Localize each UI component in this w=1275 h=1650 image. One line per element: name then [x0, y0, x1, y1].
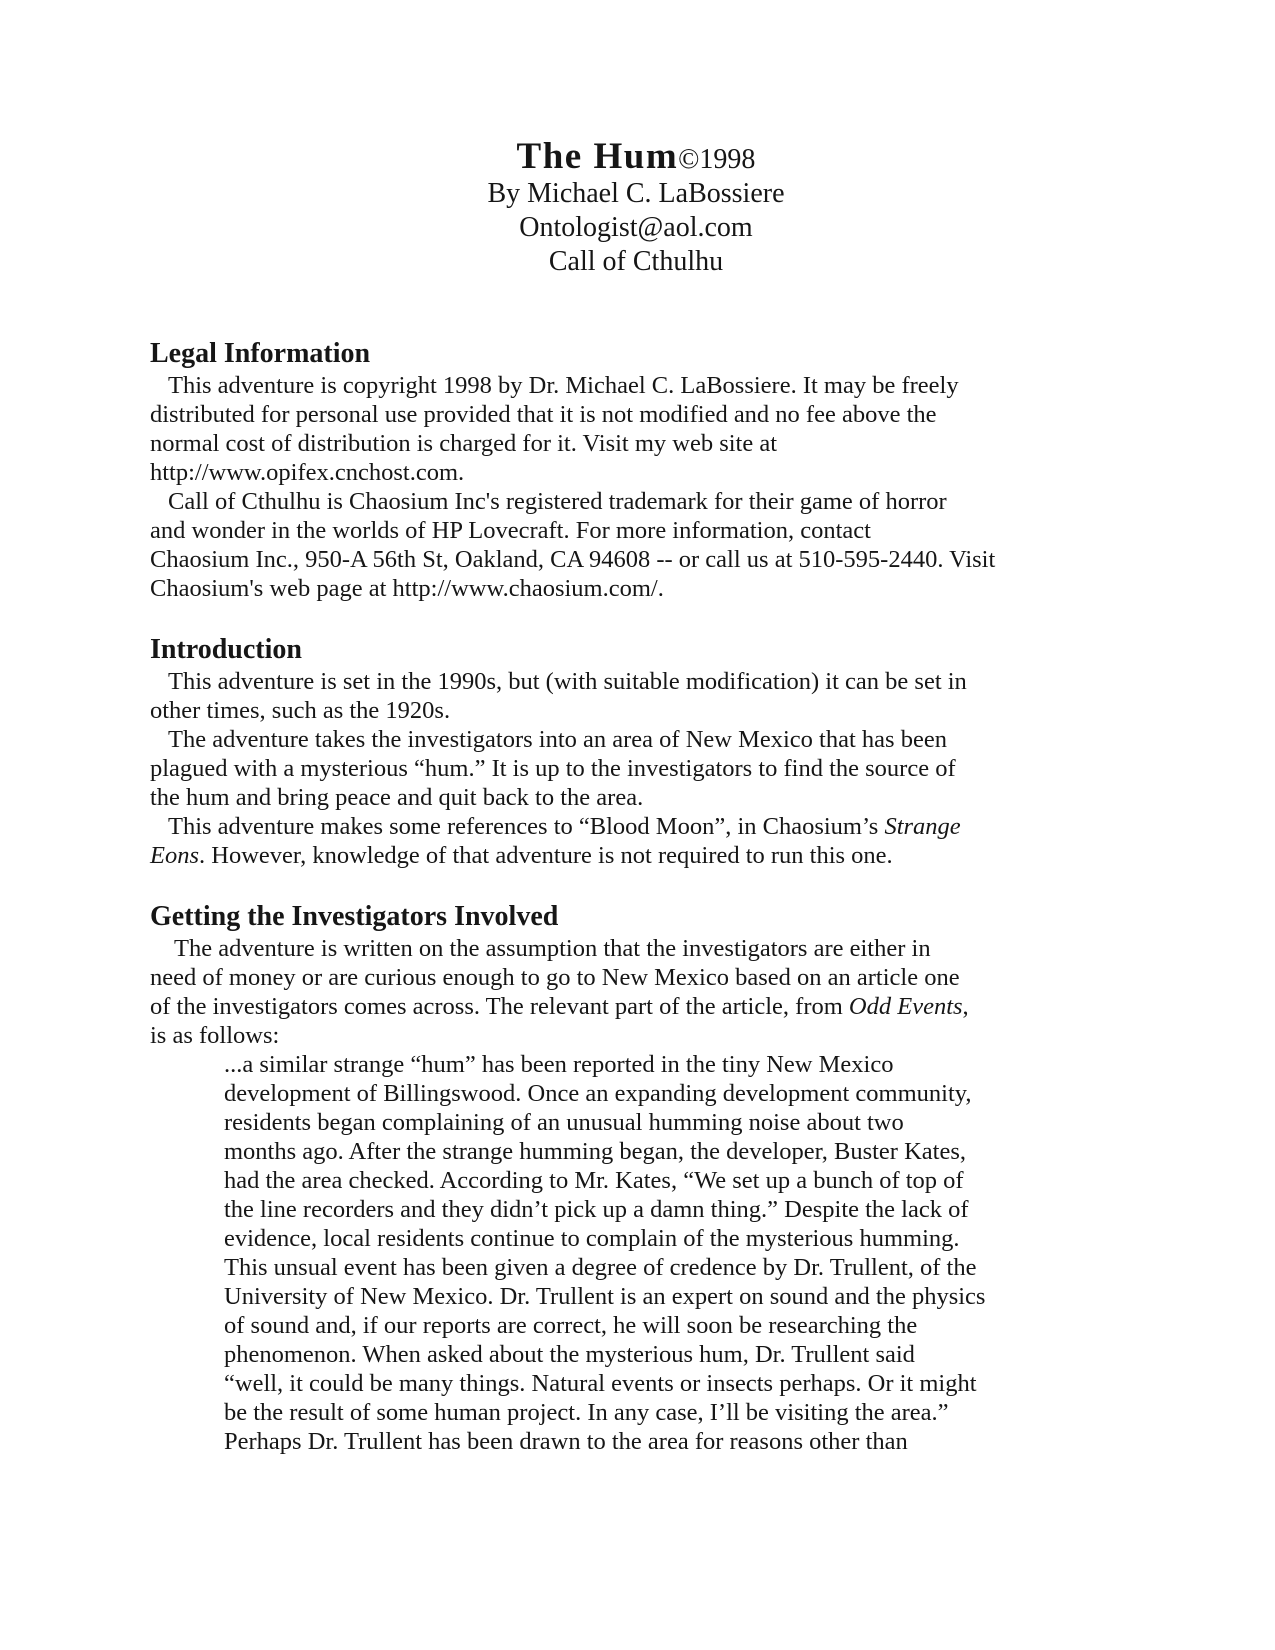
- quote-line: of sound and, if our reports are correct, he will soon be researching the: [224, 1312, 918, 1339]
- involvement-heading: Getting the Investigators Involved: [150, 901, 559, 932]
- text-line: plagued with a mysterious “hum.” It is up to the investigators to find the source of: [150, 755, 956, 782]
- text-line: [150, 992, 1120, 1021]
- legal-paragraph-1: [150, 371, 1120, 487]
- quote-line: the line recorders and they didn’t pick up a damn thing.” Despite the lack of: [224, 1196, 969, 1223]
- quote-line: residents began complaining of an unusual humming noise about two: [224, 1109, 904, 1136]
- title-line: [152, 136, 1120, 177]
- text-line: Chaosium's web page at http://www.chaosium.com/.: [150, 575, 664, 602]
- involvement-section: [150, 900, 1120, 1456]
- intro-paragraph-2: [150, 725, 1120, 812]
- publication-title-italic: Odd Events: [848, 993, 963, 1020]
- text-line: distributed for personal use provided that it is not modified and no fee above the: [150, 401, 937, 428]
- text-line: and wonder in the worlds of HP Lovecraft. For more information, contact: [150, 517, 871, 544]
- legal-section: [150, 337, 1120, 603]
- introduction-heading: Introduction: [150, 634, 302, 665]
- text-line: http://www.opifex.cnchost.com.: [150, 459, 465, 486]
- quote-line: evidence, local residents continue to complain of the mysterious humming.: [224, 1225, 960, 1252]
- text-line: [150, 812, 1120, 841]
- text-line: This adventure is copyright 1998 by Dr. Michael C. LaBossiere. It may be freely: [168, 372, 959, 399]
- quote-line: development of Billingswood. Once an expanding development community,: [224, 1080, 972, 1107]
- document-page: [150, 136, 1120, 1456]
- game-system: Call of Cthulhu: [548, 246, 724, 277]
- book-title-italic: Eons: [150, 842, 199, 869]
- involvement-paragraph: [150, 934, 1120, 1050]
- quote-line: University of New Mexico. Dr. Trullent is an expert on sound and the physics: [224, 1283, 986, 1310]
- text-line: Call of Cthulhu is Chaosium Inc's registered trademark for their game of horror: [168, 488, 947, 515]
- text-line: the hum and bring peace and quit back to the area.: [150, 784, 644, 811]
- text-line: This adventure is set in the 1990s, but (with suitable modification) it can be set in: [168, 668, 967, 695]
- text-line: [150, 841, 1120, 870]
- quote-line: “well, it could be many things. Natural events or insects perhaps. Or it might: [224, 1370, 977, 1397]
- book-title-italic: Strange: [884, 813, 961, 840]
- text-line: normal cost of distribution is charged for it. Visit my web site at: [150, 430, 778, 457]
- legal-paragraph-2: [150, 487, 1120, 603]
- title-block: [152, 136, 1120, 279]
- quote-line: This unsual event has been given a degree of credence by Dr. Trullent, of the: [224, 1254, 977, 1281]
- text-line: other times, such as the 1920s.: [150, 697, 451, 724]
- intro-paragraph-3: [150, 812, 1120, 870]
- introduction-section: [150, 633, 1120, 870]
- text-line: is as follows:: [150, 1022, 280, 1049]
- quote-line: be the result of some human project. In any case, I’ll be visiting the area.”: [224, 1399, 949, 1426]
- text-line: The adventure takes the investigators into an area of New Mexico that has been: [168, 726, 947, 753]
- quote-line: phenomenon. When asked about the mysterious hum, Dr. Trullent said: [224, 1341, 915, 1368]
- quote-line: had the area checked. According to Mr. Kates, “We set up a bunch of top of: [224, 1167, 964, 1194]
- text-segment: ,: [962, 993, 969, 1020]
- text-segment: This adventure makes some references to “Blood Moon”, in Chaosium’s: [168, 813, 885, 840]
- text-segment: . However, knowledge of that adventure is not required to run this one.: [199, 842, 893, 869]
- quote-line: ...a similar strange “hum” has been reported in the tiny New Mexico: [224, 1051, 894, 1078]
- author-byline: By Michael C. LaBossiere: [487, 178, 785, 209]
- document-title: The Hum: [516, 136, 679, 177]
- text-line: The adventure is written on the assumption that the investigators are either in: [174, 935, 931, 962]
- intro-paragraph-1: [150, 667, 1120, 725]
- quote-line: Perhaps Dr. Trullent has been drawn to the area for reasons other than: [224, 1428, 908, 1455]
- text-segment: of the investigators comes across. The relevant part of the article, from: [150, 993, 849, 1020]
- article-quote: [150, 1050, 1120, 1456]
- copyright-notice: ©1998: [678, 144, 756, 175]
- author-email: Ontologist@aol.com: [519, 212, 753, 243]
- text-line: Chaosium Inc., 950-A 56th St, Oakland, CA 94608 -- or call us at 510-595-2440. Visit: [150, 546, 996, 573]
- quote-line: months ago. After the strange humming began, the developer, Buster Kates,: [224, 1138, 966, 1165]
- legal-heading: Legal Information: [150, 338, 371, 369]
- text-line: need of money or are curious enough to go to New Mexico based on an article one: [150, 964, 960, 991]
